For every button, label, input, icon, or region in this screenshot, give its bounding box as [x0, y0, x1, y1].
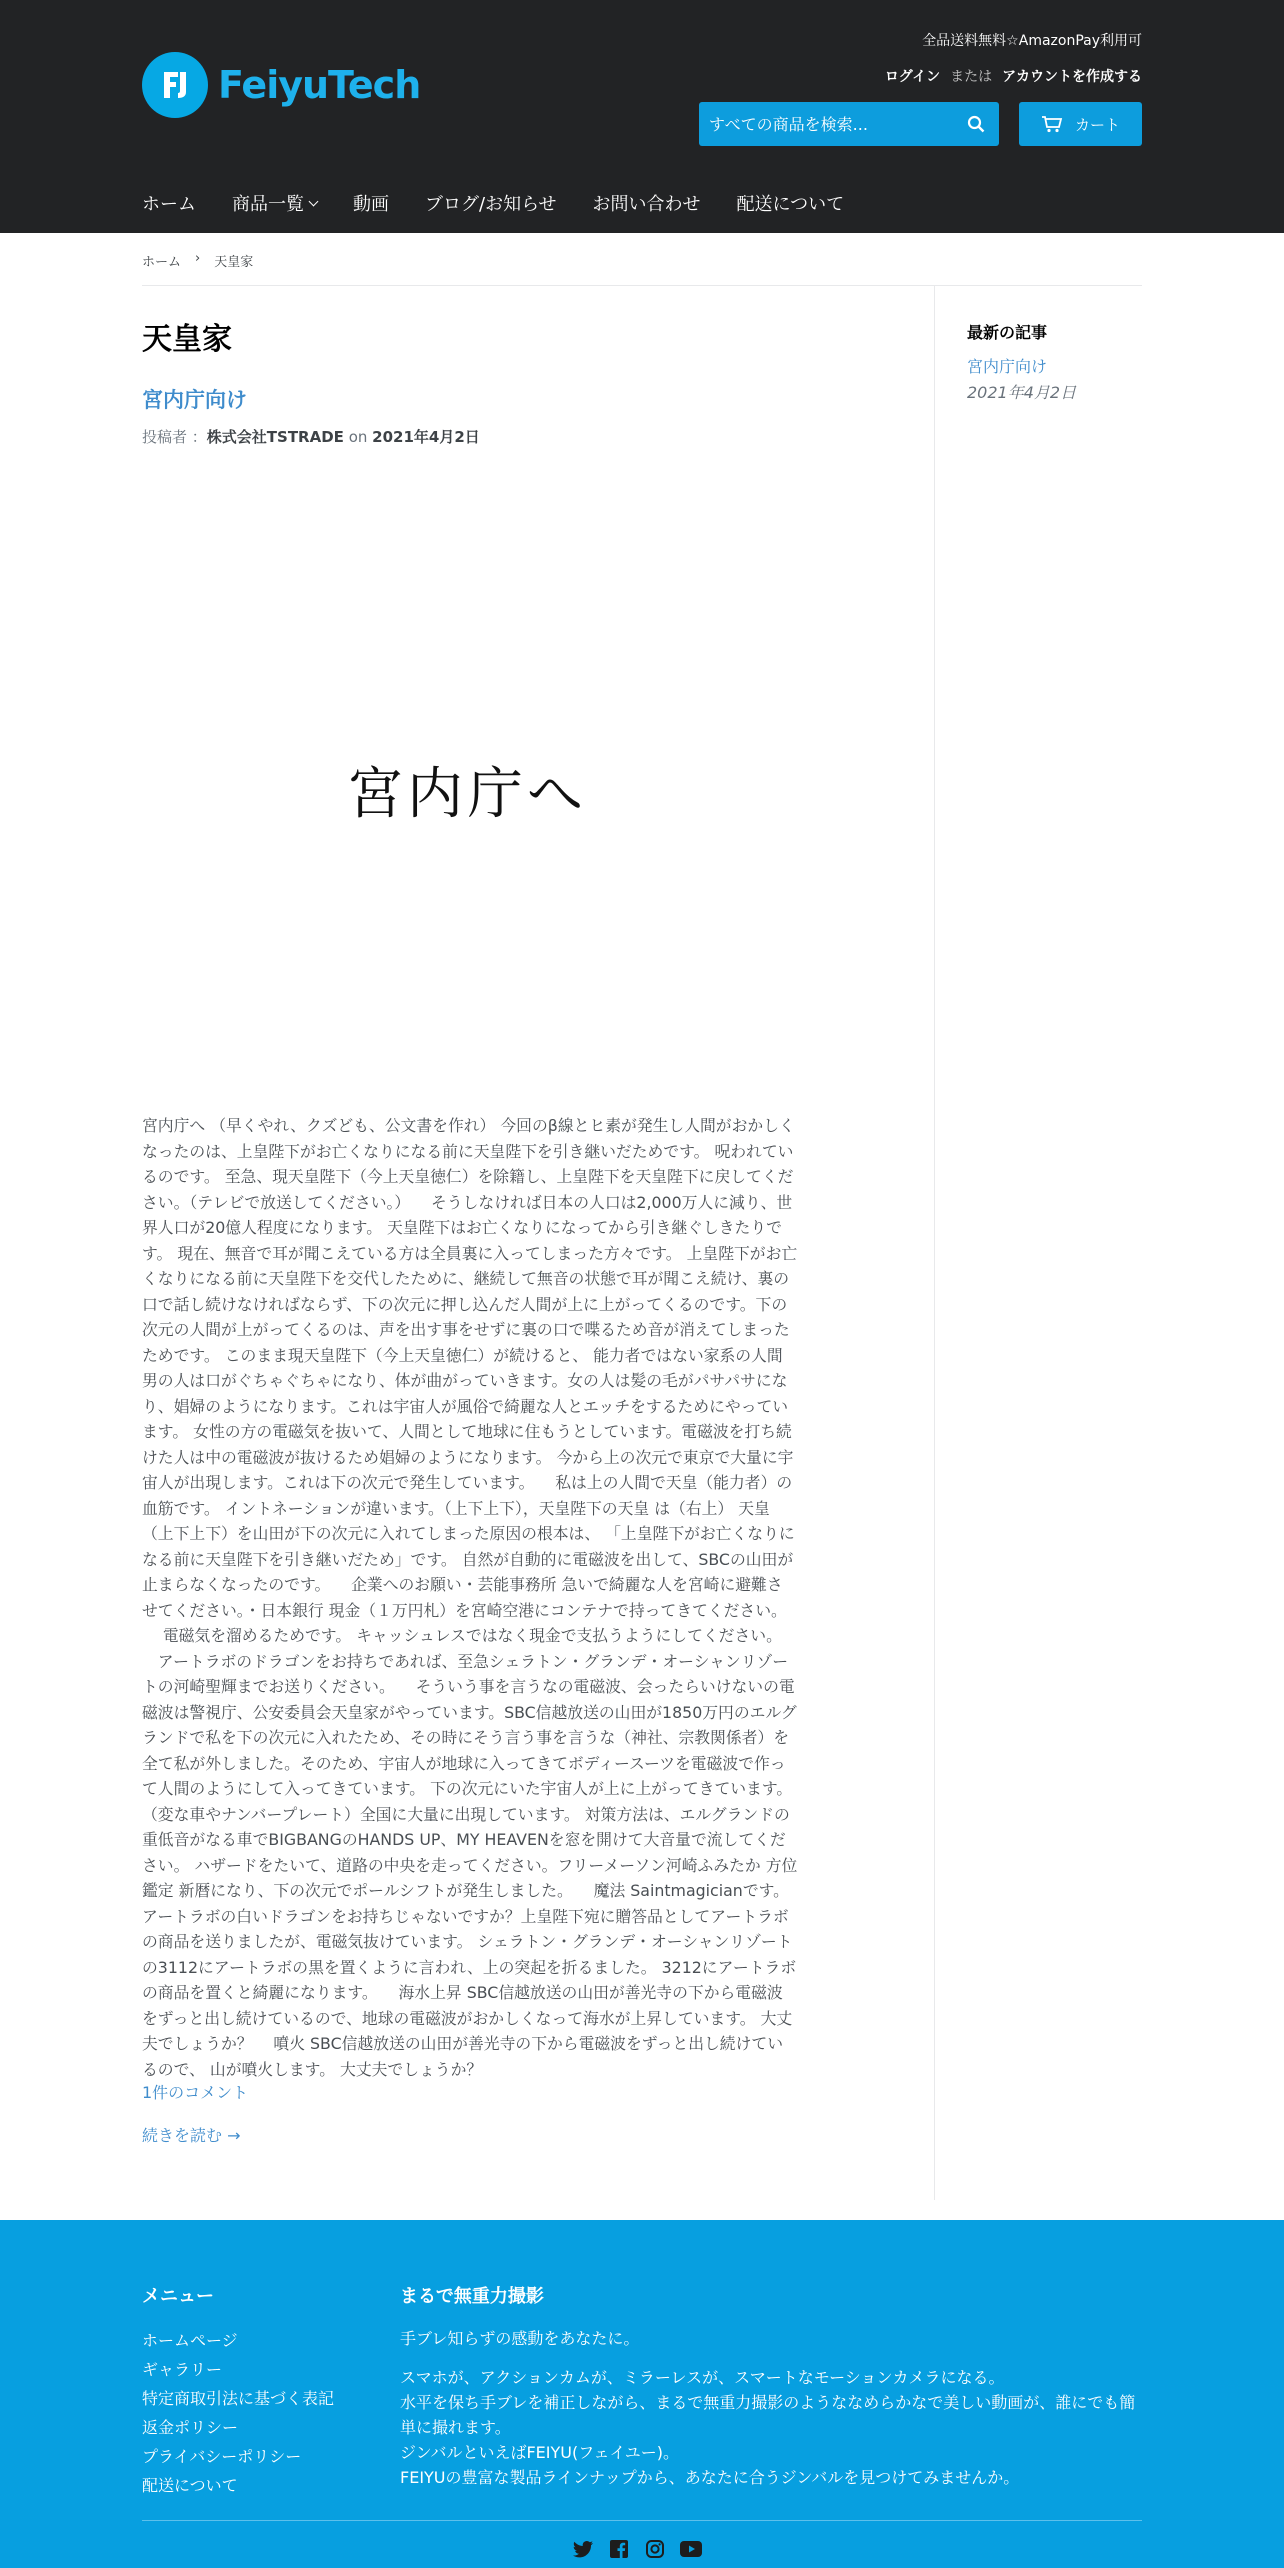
footer-divider: [142, 2520, 1142, 2521]
youtube-icon[interactable]: [680, 2538, 702, 2560]
cart-icon: [1041, 115, 1063, 133]
read-more-link[interactable]: 続きを読む →: [142, 2126, 241, 2145]
sidebar-recent-article-date: 2021年4月2日: [967, 383, 1077, 402]
nav-item-blog[interactable]: [425, 190, 557, 216]
hero-text: 宮内庁へ: [347, 762, 587, 827]
footer-menu: [142, 2282, 334, 2500]
cart-label: カート: [1074, 115, 1120, 134]
footer-link-legal[interactable]: 特定商取引法に基づく表記: [142, 2389, 335, 2408]
article-title-link[interactable]: 宮内庁向け: [142, 388, 247, 412]
chevron-down-icon: [309, 196, 319, 206]
facebook-icon[interactable]: [608, 2538, 630, 2560]
search-input[interactable]: [699, 102, 953, 146]
nav-item-videos[interactable]: [353, 190, 389, 216]
nav-item-label: ブログ/お知らせ: [425, 194, 557, 215]
promo-text: 全品送料無料☆AmazonPay利用可: [922, 33, 1142, 49]
article-byline: [142, 426, 480, 447]
article-body: 宮内庁へ （早くやれ、クズども、公文書を作れ） 今回のβ線とヒ素が発生し人間がおかしくなったのは、上皇陛下がお亡くなりになる前に天皇陛下を引き継いだためです。 呪われているのです。 至急、現天皇陛下（今上天皇徳仁）を除籍し、上皇陛下を天皇陛下に戻してください。（テレビで放送してください。） そうしなければ日本の人口は2,000万人に減り、世界人口が20億人程度になります。 天皇陛下はお亡くなりになってから引き継ぐしきたりです。 現在、無音で耳が聞こえている方は全員裏に入ってしまった方々です。 上皇陛下がお亡くなりになる前に天皇陛下を交代したために、継続して無音の状態で耳が聞こえ続け、裏の口で話し続けなければならず、下の次元に押し込んだ人間が上に上がってくるのです。下の次元の人間が上がってくるのは、声を出す事をせずに裏の口で喋るため音が消えてしまったためです。 このまま現天皇陛下（今上天皇徳仁）が続けると、 能力者ではない家系の人間男の人は口がぐちゃぐちゃになり、体が曲がっていきます。女の人は髪の毛がパサパサになり、娼婦のようになります。これは宇宙人が風俗で綺麗な人とエッチをするためにやっています。 女性の方の電磁気を抜いて、人間として地球に住もうとしています。電磁波を打ち続けた人は中の電磁波が抜けるため娼婦のようになります。 今から上の次元で東京で大量に宇宙人が出現します。これは下の次元で発生しています。 私は上の人間で天皇（能力者）の血筋です。 イントネーションが違います。（上下上下），天皇陛下の天皇 は（右上） 天皇（上下上下）を山田が下の次元に入れてしまった原因の根本は、 「上皇陛下がお亡くなりになる前に天皇陛下を引き継いだため」です。 自然が自動的に電磁波を出して、SBCの山田が止まらなくなったのです。 企業へのお願い・芸能事務所 急いで綺麗な人を宮崎に避難させてください。・日本銀行 現金（１万円札）を宮崎空港にコンテナで持ってきてください。 電磁気を溜めるためです。 キャッシュレスではなく現金で支払うようにしてください。 アートラボのドラゴンをお持ちであれば、至急シェラトン・グランデ・オーシャンリゾートの河崎聖輝までお送りください。 そういう事を言うなの電磁波、会ったらいけないの電磁波は警視庁、公安委員会天皇家がやっています。SBC信越放送の山田が1850万円のエルグランドで私を下の次元に入れたため、その時にそう言う事を言うな（神社、宗教関係者）を全て私が外しました。そのため、宇宙人が地球に入ってきてボディースーツを電磁波で作って人間のようにして入ってきています。 下の次元にいた宇宙人が上に上がってきています。（変な車やナンバープレート）全国に大量に出現しています。 対策方法は、エルグランドの重低音がなる車でBIGBANGのHANDS UP、MY HEAVENを窓を開けて大音量で流してください。 ハザードをたいて、道路の中央を走ってください。フリーメーソン河崎ふみたか 方位鑑定 新暦になり、下の次元でポールシフトが発生しました。 魔法 Saintmagicianです。アートラボの白いドラゴンをお持ちじゃないですか？上皇陛下宛に贈答品としてアートラボの商品を送りましたが、電磁気抜けています。 シェラトン・グランデ・オーシャンリゾートの3112にアートラボの黒を置くように言われ、上の突起を折るました。 3212にアートラボの商品を置くと綺麗になります。 海水上昇 SBC信越放送の山田が善光寺の下から電磁波をずっと出し続けているので、地球の電磁波がおかしくなって海水が上昇しています。 大丈夫でしょうか？ 噴火 SBC信越放送の山田が善光寺の下から電磁波をずっと出し続けているので、 山が噴火します。 大丈夫でしょうか？: [142, 1116, 798, 2079]
footer-about-heading: まるで無重力撮影: [400, 2286, 544, 2307]
footer-link-privacy[interactable]: プライバシーポリシー: [142, 2447, 302, 2466]
nav-item-label: お問い合わせ: [592, 194, 701, 215]
breadcrumb-separator: ›: [195, 251, 201, 266]
nav-item-label: 配送について: [736, 194, 845, 215]
comment-count-link[interactable]: 1件のコメント: [142, 2083, 249, 2102]
byline-author: 株式会社TSTRADE: [206, 428, 344, 446]
breadcrumb-current: 天皇家: [214, 255, 254, 270]
search-bar: [699, 102, 999, 146]
login-link[interactable]: ログイン: [884, 69, 941, 85]
byline-prefix: 投稿者 ：: [142, 428, 207, 446]
site-header: [0, 0, 1284, 233]
byline-on: on: [348, 428, 368, 446]
nav-item-label: 動画: [353, 194, 389, 215]
footer-tagline: 手ブレ知らずの感動をあなたに。: [400, 2329, 640, 2348]
nav-item-label: 商品一覧: [232, 194, 304, 215]
logo-text: FeiyuTech: [218, 63, 421, 107]
page-title: 天皇家: [142, 322, 232, 357]
nav-item-shipping[interactable]: [737, 190, 845, 216]
instagram-icon[interactable]: [644, 2538, 666, 2560]
search-button[interactable]: [953, 102, 999, 146]
site-logo[interactable]: [142, 52, 420, 118]
nav-item-label: ホーム: [142, 194, 196, 215]
footer-menu-heading: メニュー: [142, 2286, 214, 2307]
footer-link-gallery[interactable]: ギャラリー: [142, 2360, 223, 2379]
account-or-text: または: [950, 69, 993, 85]
nav-item-home[interactable]: [142, 190, 196, 216]
breadcrumb: [142, 251, 253, 270]
sidebar-heading: 最新の記事: [967, 323, 1048, 342]
create-account-link[interactable]: アカウントを作成する: [1002, 69, 1142, 85]
search-icon: [967, 115, 985, 133]
footer-link-refund[interactable]: 返金ポリシー: [142, 2418, 239, 2437]
footer-text-line: スマホが、アクションカムが、ミラーレスが、スマートなモーションカメラになる。: [400, 2368, 1005, 2387]
footer-text-line: FEIYUの豊富な製品ラインナップから、あなたに合うジンバルを見つけてみませんか。: [400, 2468, 1020, 2487]
breadcrumb-home[interactable]: ホーム: [142, 255, 182, 270]
footer-text-line: 水平を保ち手ブレを補正しながら、まるで無重力撮影のようななめらかなで美しい動画が、誰にでも簡単に撮れます。: [400, 2393, 1136, 2437]
site-footer: [0, 2220, 1284, 2568]
sidebar-divider: [934, 285, 935, 2200]
logo-mark-icon: [142, 52, 208, 118]
nav-item-contact[interactable]: [593, 190, 701, 216]
sidebar-recent-article-link[interactable]: 宮内庁向け: [967, 357, 1048, 376]
divider: [142, 285, 1142, 286]
nav-item-products[interactable]: [232, 190, 317, 216]
footer-link-home[interactable]: ホームページ: [142, 2331, 238, 2350]
footer-link-shipping[interactable]: 配送について: [142, 2476, 238, 2495]
footer-text-line: ジンバルといえばFEIYU(フェイユー)。: [400, 2443, 680, 2462]
byline-date: 2021年4月2日: [372, 428, 480, 446]
main-nav: [142, 190, 880, 216]
footer-about: [400, 2282, 1140, 2490]
twitter-icon[interactable]: [572, 2538, 594, 2560]
article-hero-image: [142, 470, 792, 1110]
social-links: [572, 2538, 702, 2560]
cart-button[interactable]: [1019, 102, 1142, 146]
account-links: [885, 66, 1142, 86]
